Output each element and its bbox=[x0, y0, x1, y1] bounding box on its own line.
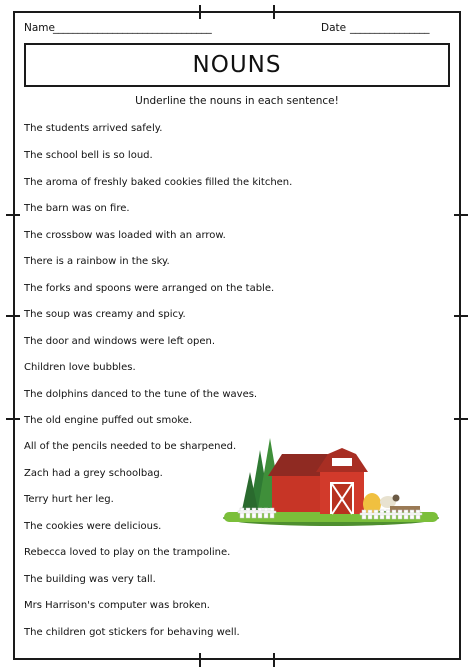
border-tick bbox=[6, 214, 20, 216]
border-tick bbox=[6, 315, 20, 317]
sentence-item[interactable]: Terry hurt her leg. bbox=[24, 494, 114, 505]
name-date-row bbox=[24, 22, 449, 38]
sentence-item[interactable]: The children got stickers for behaving well. bbox=[24, 627, 240, 638]
barn-window bbox=[332, 458, 352, 466]
sentence-item[interactable]: The crossbow was loaded with an arrow. bbox=[24, 230, 226, 241]
barn-side-roof bbox=[268, 454, 328, 476]
border-tick bbox=[199, 5, 201, 19]
page-title: NOUNS bbox=[192, 52, 282, 78]
sentence-item[interactable]: There is a rainbow in the sky. bbox=[24, 256, 170, 267]
sheep-head bbox=[393, 495, 400, 502]
date-label: Date bbox=[321, 22, 347, 34]
barn-side bbox=[272, 474, 320, 512]
sentence-item[interactable]: The students arrived safely. bbox=[24, 123, 163, 134]
title-box bbox=[24, 43, 450, 87]
sentence-item[interactable]: Zach had a grey schoolbag. bbox=[24, 468, 163, 479]
border-tick bbox=[454, 418, 468, 420]
sentence-item[interactable]: All of the pencils needed to be sharpened. bbox=[24, 441, 237, 452]
sentence-item[interactable]: The soup was creamy and spicy. bbox=[24, 309, 186, 320]
sentence-item[interactable]: The cookies were delicious. bbox=[24, 521, 162, 532]
name-label: Name bbox=[24, 22, 55, 34]
sentence-item[interactable]: The old engine puffed out smoke. bbox=[24, 415, 193, 426]
border-tick bbox=[6, 418, 20, 420]
border-tick bbox=[454, 315, 468, 317]
sentence-item[interactable]: The barn was on fire. bbox=[24, 203, 130, 214]
farm-barn-illustration bbox=[222, 432, 440, 532]
sentence-item[interactable]: The dolphins danced to the tune of the waves. bbox=[24, 389, 258, 400]
sentence-item[interactable]: The aroma of freshly baked cookies filled the kitchen. bbox=[24, 177, 293, 188]
sentence-item[interactable]: The building was very tall. bbox=[24, 574, 156, 585]
sentence-item[interactable]: The forks and spoons were arranged on the table. bbox=[24, 283, 275, 294]
sentence-item[interactable]: The door and windows were left open. bbox=[24, 336, 216, 347]
sentence-item[interactable]: Mrs Harrison's computer was broken. bbox=[24, 600, 210, 611]
date-field[interactable]: ________________ bbox=[350, 22, 430, 34]
border-tick bbox=[199, 653, 201, 667]
instruction-text: Underline the nouns in each sentence! bbox=[135, 95, 339, 107]
border-tick bbox=[273, 653, 275, 667]
border-tick bbox=[454, 214, 468, 216]
sentence-item[interactable]: The school bell is so loud. bbox=[24, 150, 153, 161]
sentence-item[interactable]: Rebecca loved to play on the trampoline. bbox=[24, 547, 231, 558]
sentence-item[interactable]: Children love bubbles. bbox=[24, 362, 136, 373]
name-field[interactable]: ________________________________ bbox=[53, 22, 212, 34]
border-tick bbox=[273, 5, 275, 19]
